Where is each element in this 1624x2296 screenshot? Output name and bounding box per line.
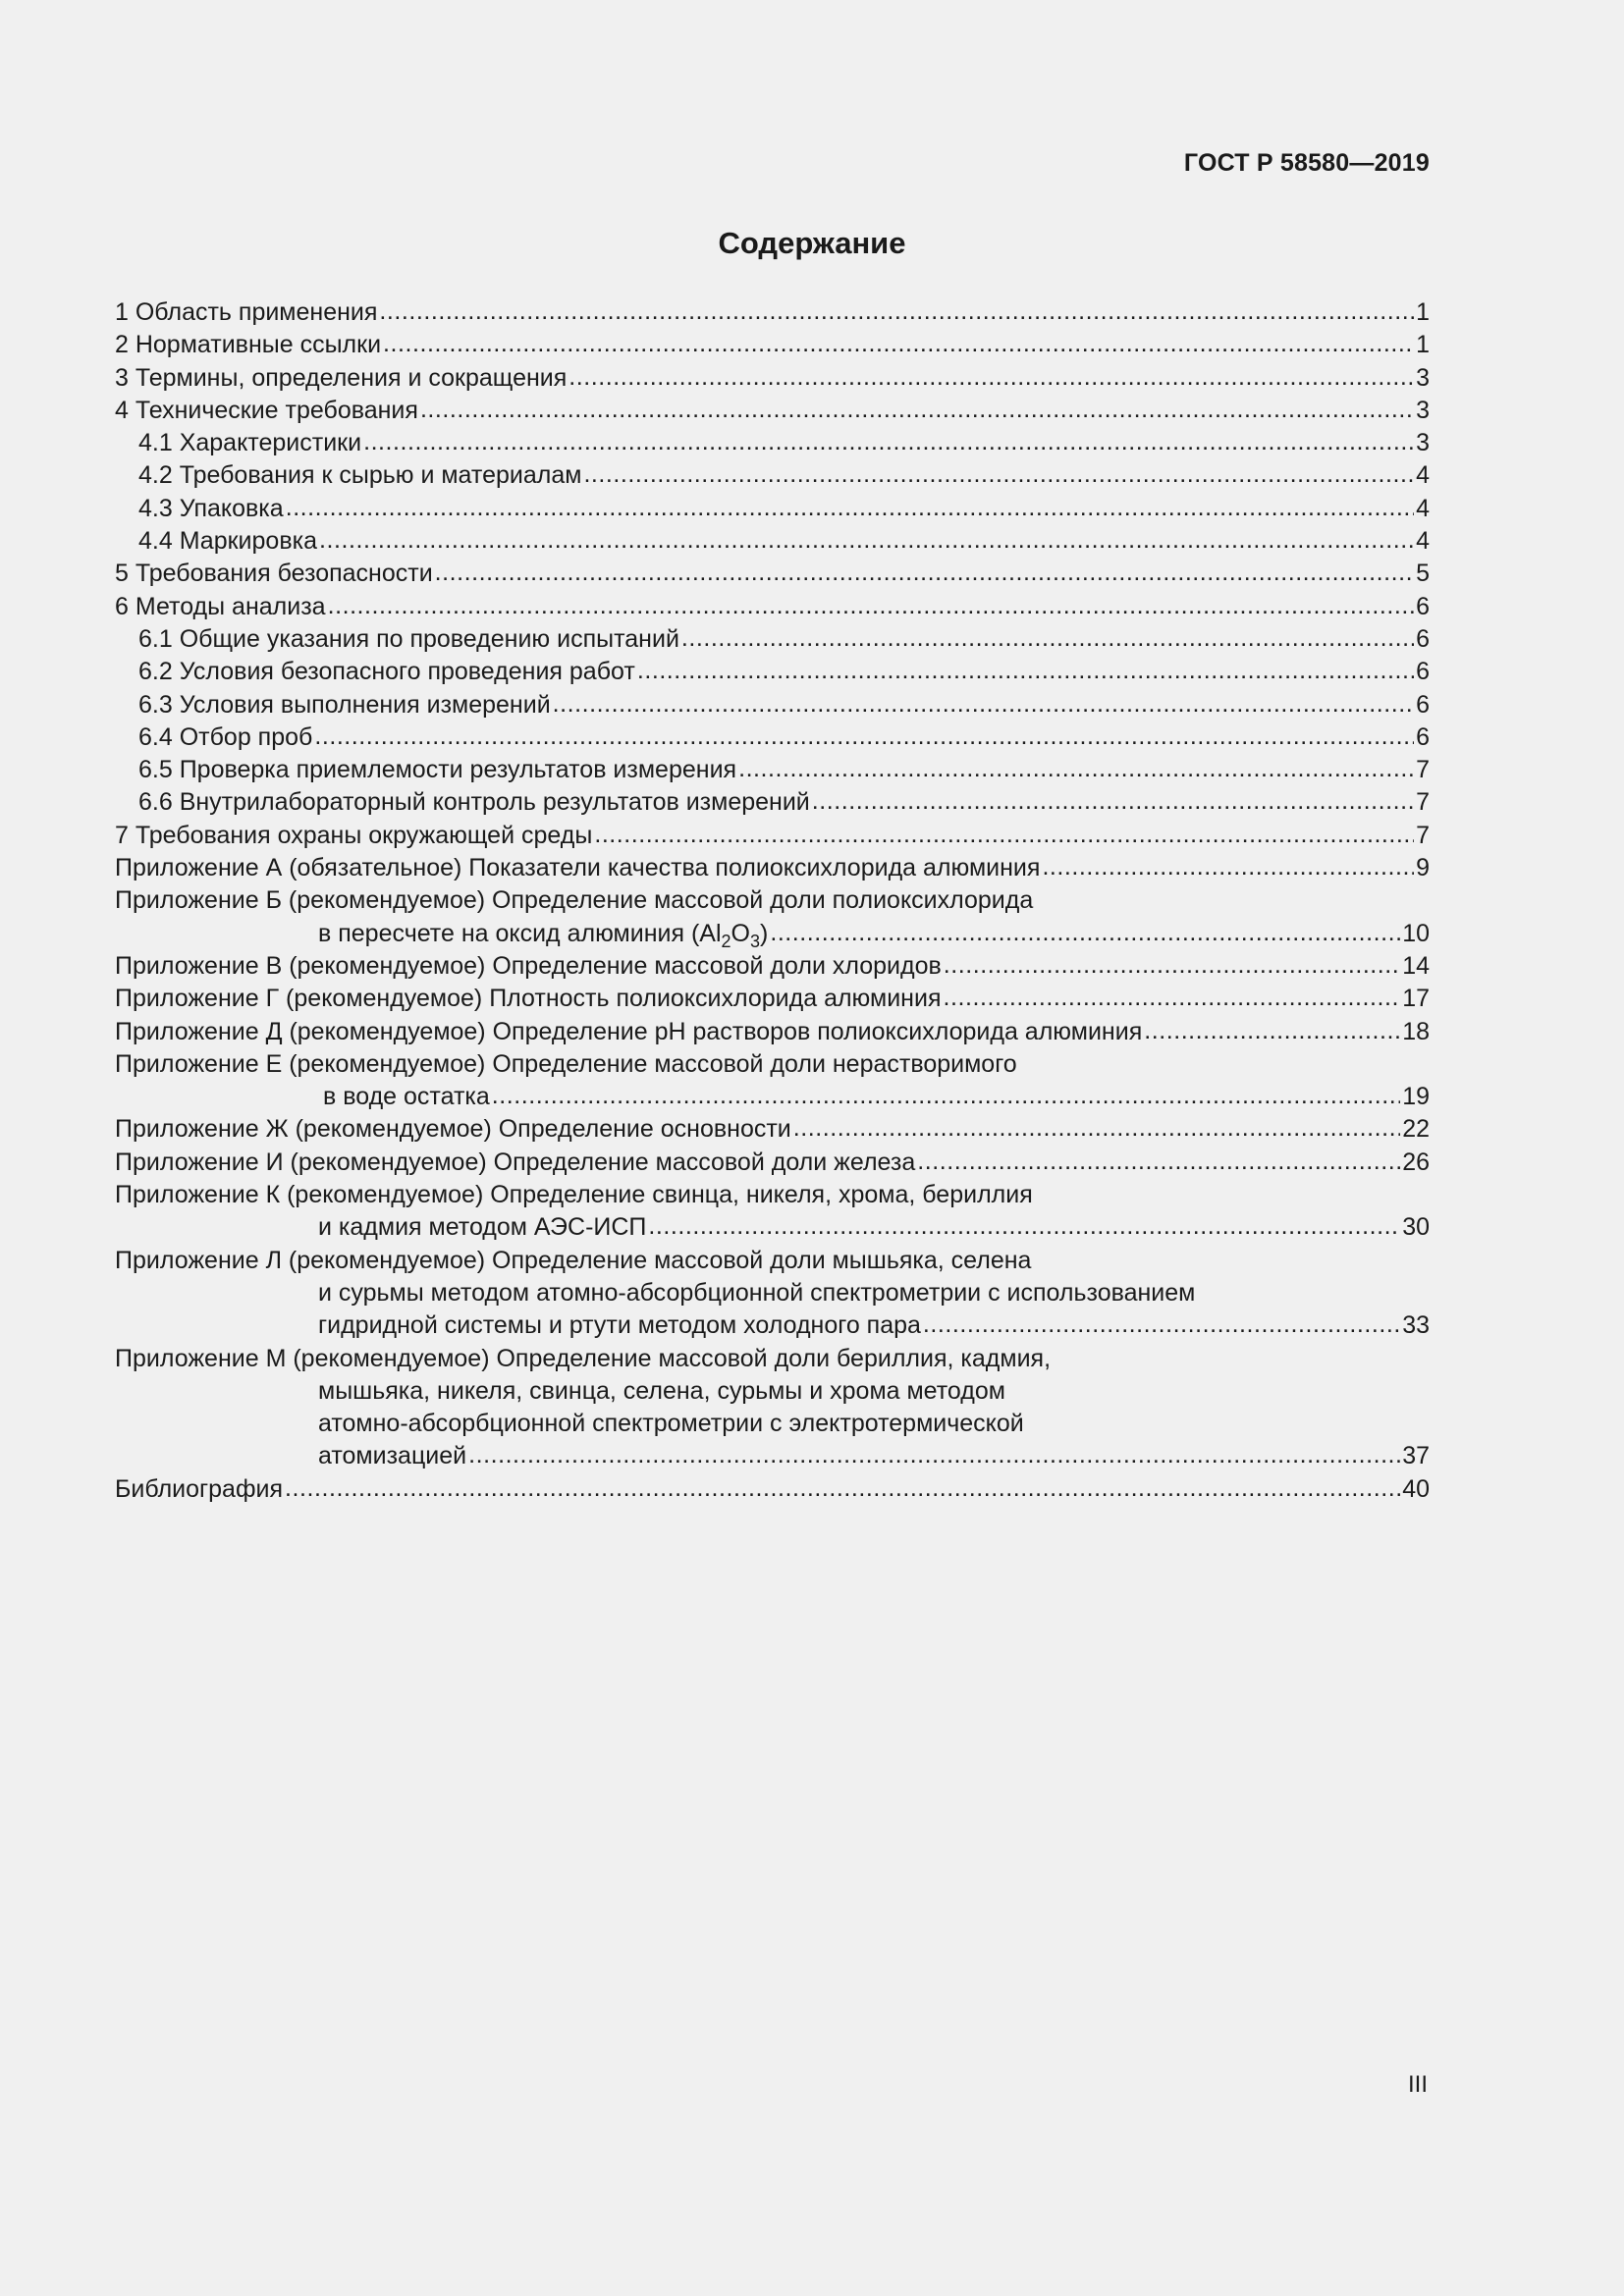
toc-label: Приложение Д (рекомендуемое) Определение pH растворов полиоксихлорида алюминия (115, 1017, 1143, 1045)
toc-page: 26 (1402, 1148, 1430, 1176)
toc-label: в воде остатка (323, 1083, 490, 1111)
toc-entry[interactable] (115, 1309, 1430, 1342)
toc-page: 4 (1416, 494, 1430, 522)
toc-entry[interactable] (115, 362, 1430, 395)
toc-entry[interactable] (115, 558, 1430, 590)
toc-label: 7 Требования охраны окружающей среды (115, 821, 593, 849)
toc-entry-line[interactable] (115, 1343, 1430, 1375)
toc-entry-line[interactable] (115, 1245, 1430, 1277)
toc-entry[interactable] (115, 820, 1430, 852)
toc-entry[interactable] (115, 493, 1430, 525)
toc-page: 9 (1416, 854, 1430, 882)
toc-entry[interactable] (115, 754, 1430, 786)
toc-entry-line[interactable] (115, 884, 1430, 917)
toc-label: 4.2 Требования к сырью и материалам (138, 461, 582, 490)
subscript: 2 (721, 931, 731, 951)
dot-leader (681, 622, 1414, 655)
toc-page: 7 (1416, 788, 1430, 817)
toc-entry[interactable] (115, 1211, 1430, 1244)
dot-leader (738, 753, 1414, 785)
dot-leader (944, 982, 1401, 1014)
toc-entry[interactable] (115, 786, 1430, 819)
dot-leader (917, 1146, 1400, 1178)
dot-leader (553, 688, 1414, 721)
toc-entry[interactable] (115, 395, 1430, 427)
toc-label: 4 Технические требования (115, 396, 418, 424)
dot-leader (923, 1308, 1400, 1341)
toc-entry[interactable] (115, 983, 1430, 1015)
toc-page: 22 (1402, 1115, 1430, 1144)
toc-entry[interactable] (115, 525, 1430, 558)
page-title: Содержание (718, 226, 906, 260)
toc-page: 1 (1416, 331, 1430, 359)
toc-label: 1 Область применения (115, 298, 378, 326)
toc-label: атомизацией (318, 1442, 467, 1470)
dot-leader (286, 492, 1414, 524)
toc-entry-line[interactable] (115, 1277, 1430, 1309)
toc-label: гидридной системы и ртути методом холодного пара (318, 1311, 921, 1340)
toc-page: 10 (1402, 919, 1430, 947)
toc-entry[interactable] (115, 459, 1430, 492)
table-of-contents (115, 296, 1430, 1506)
toc-entry[interactable] (115, 623, 1430, 656)
toc-label: Приложение И (рекомендуемое) Определение массовой доли железа (115, 1148, 916, 1176)
toc-label: Приложение М (рекомендуемое) Определение массовой доли бериллия, кадмия, (115, 1344, 1052, 1372)
toc-label: Приложение Л (рекомендуемое) Определение массовой доли мышьяка, селена (115, 1246, 1032, 1274)
toc-label: Приложение Е (рекомендуемое) Определение массовой доли нерастворимого (115, 1049, 1017, 1078)
toc-page: 33 (1402, 1311, 1430, 1340)
toc-entry[interactable] (115, 852, 1430, 884)
toc-entry[interactable] (115, 918, 1430, 950)
dot-leader (420, 394, 1414, 426)
dot-leader (468, 1439, 1400, 1471)
toc-entry[interactable] (115, 950, 1430, 983)
toc-page: 5 (1416, 560, 1430, 588)
toc-page: 14 (1402, 951, 1430, 980)
dot-leader (637, 655, 1414, 687)
toc-entry-line[interactable] (115, 1048, 1430, 1081)
toc-page: 3 (1416, 396, 1430, 424)
toc-page: 18 (1402, 1017, 1430, 1045)
toc-entry[interactable] (115, 721, 1430, 754)
toc-page: 17 (1402, 985, 1430, 1013)
toc-page: 3 (1416, 429, 1430, 457)
toc-label: Приложение В (рекомендуемое) Определение массовой доли хлоридов (115, 951, 942, 980)
toc-label: Приложение Ж (рекомендуемое) Определение основности (115, 1115, 791, 1144)
toc-label: мышьяка, никеля, свинца, селена, сурьмы и хрома методом (318, 1376, 1005, 1405)
toc-label: 4.1 Характеристики (138, 429, 362, 457)
toc-entry[interactable] (115, 329, 1430, 361)
toc-page: 6 (1416, 658, 1430, 686)
dot-leader (944, 949, 1400, 982)
toc-label: и сурьмы методом атомно-абсорбционной спектрометрии с использованием (318, 1278, 1196, 1307)
toc-entry-line[interactable] (115, 1179, 1430, 1211)
toc-label: 4.4 Маркировка (138, 527, 317, 556)
toc-page: 1 (1416, 298, 1430, 326)
dot-leader (1144, 1015, 1400, 1047)
toc-page: 3 (1416, 363, 1430, 392)
toc-label-part: в пересчете на оксид алюминия (Al (318, 919, 722, 947)
toc-entry[interactable] (115, 296, 1430, 329)
dot-leader (568, 361, 1414, 394)
toc-label: 6.5 Проверка приемлемости результатов измерения (138, 756, 737, 784)
toc-entry-line[interactable] (115, 1375, 1430, 1408)
dot-leader (770, 917, 1400, 949)
dot-leader (285, 1472, 1400, 1505)
dot-leader (1042, 851, 1414, 883)
subscript: 3 (749, 931, 760, 951)
toc-label (318, 918, 768, 950)
toc-page: 19 (1402, 1083, 1430, 1111)
dot-leader (492, 1080, 1400, 1112)
dot-leader (583, 458, 1414, 491)
dot-leader (793, 1112, 1400, 1145)
toc-entry[interactable] (115, 1147, 1430, 1179)
toc-entry[interactable] (115, 427, 1430, 459)
dot-leader (363, 426, 1414, 458)
toc-label: 6.3 Условия выполнения измерений (138, 690, 551, 719)
toc-page: 30 (1402, 1213, 1430, 1242)
toc-page: 4 (1416, 461, 1430, 490)
toc-entry[interactable] (115, 656, 1430, 688)
toc-entry[interactable] (115, 1473, 1430, 1506)
toc-label: Библиография (115, 1474, 284, 1503)
dot-leader (379, 295, 1414, 328)
dot-leader (328, 590, 1414, 622)
toc-label-part: ) (760, 919, 769, 947)
toc-entry[interactable] (115, 1081, 1430, 1113)
page-number: III (1407, 2071, 1428, 2098)
toc-entry[interactable] (115, 591, 1430, 623)
toc-label: Приложение Г (рекомендуемое) Плотность полиоксихлорида алюминия (115, 985, 942, 1013)
toc-entry[interactable] (115, 1440, 1430, 1472)
toc-entry[interactable] (115, 1113, 1430, 1146)
toc-page: 7 (1416, 821, 1430, 849)
toc-label: Приложение А (обязательное) Показатели качества полиоксихлорида алюминия (115, 854, 1041, 882)
toc-label: 6.1 Общие указания по проведению испытаний (138, 624, 679, 653)
toc-label: 3 Термины, определения и сокращения (115, 363, 568, 392)
document-code: ГОСТ Р 58580—2019 (1183, 149, 1430, 177)
toc-label: 6.4 Отбор проб (138, 722, 313, 751)
dot-leader (812, 785, 1414, 818)
toc-page: 6 (1416, 690, 1430, 719)
toc-entry[interactable] (115, 689, 1430, 721)
toc-label: Приложение Б (рекомендуемое) Определение массовой доли полиоксихлорида (115, 886, 1034, 915)
toc-page: 7 (1416, 756, 1430, 784)
dot-leader (594, 819, 1414, 851)
toc-label-part: O (731, 919, 750, 947)
toc-label: 6 Методы анализа (115, 592, 326, 620)
toc-page: 4 (1416, 527, 1430, 556)
toc-page: 6 (1416, 624, 1430, 653)
toc-label: 6.6 Внутрилабораторный контроль результатов измерений (138, 788, 810, 817)
toc-entry[interactable] (115, 1016, 1430, 1048)
toc-page: 6 (1416, 722, 1430, 751)
toc-label: атомно-абсорбционной спектрометрии с электротермической (318, 1410, 1024, 1438)
toc-page: 37 (1402, 1442, 1430, 1470)
dot-leader (648, 1210, 1400, 1243)
dot-leader (383, 328, 1414, 360)
toc-label: и кадмия методом АЭС-ИСП (318, 1213, 647, 1242)
toc-label: 2 Нормативные ссылки (115, 331, 382, 359)
dot-leader (319, 524, 1414, 557)
toc-label: 6.2 Условия безопасного проведения работ (138, 658, 635, 686)
dot-leader (314, 721, 1414, 753)
toc-page: 6 (1416, 592, 1430, 620)
toc-label: Приложение К (рекомендуемое) Определение свинца, никеля, хрома, бериллия (115, 1181, 1033, 1209)
toc-label: 5 Требования безопасности (115, 560, 433, 588)
toc-entry-line[interactable] (115, 1408, 1430, 1440)
dot-leader (435, 557, 1414, 589)
toc-page: 40 (1402, 1474, 1430, 1503)
toc-label: 4.3 Упаковка (138, 494, 284, 522)
